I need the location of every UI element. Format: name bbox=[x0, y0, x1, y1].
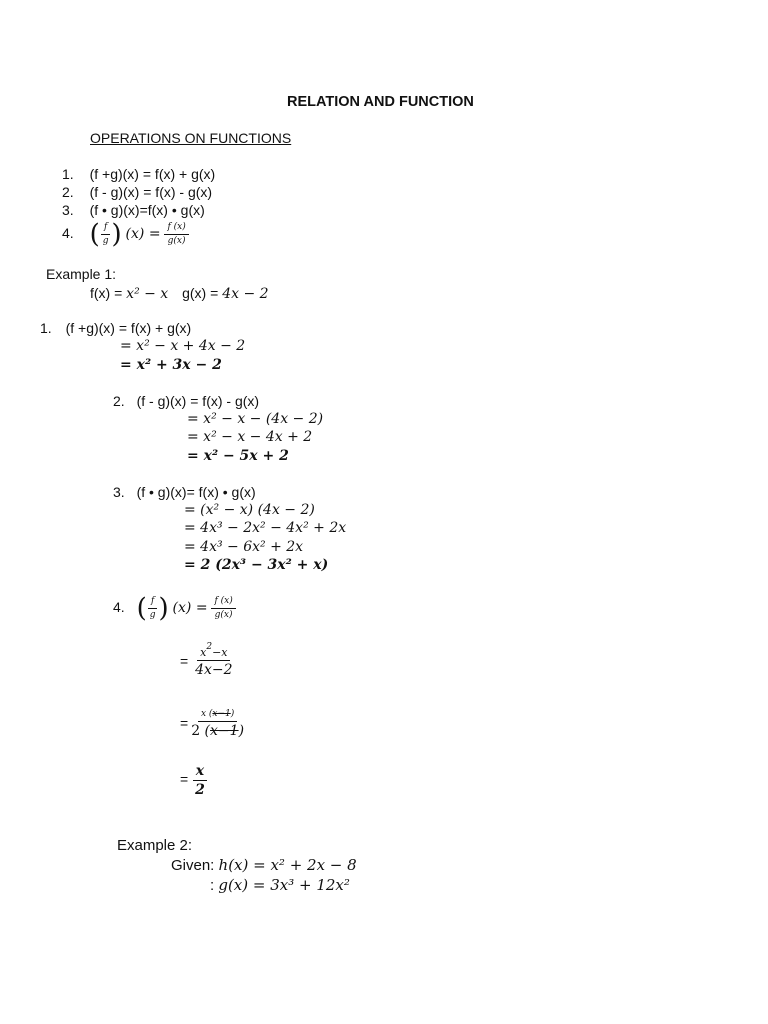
section-heading: OPERATIONS ON FUNCTIONS bbox=[90, 130, 292, 146]
fx-expression: x² − x bbox=[126, 286, 169, 302]
operation-2 bbox=[62, 183, 212, 201]
h-expression: h(x) = x² + 2x − 8 bbox=[218, 856, 357, 874]
operation-text: (f - g)(x) = f(x) - g(x) bbox=[89, 184, 213, 200]
gx-expression: 4x − 2 bbox=[222, 286, 269, 302]
example2-h bbox=[171, 856, 357, 875]
step3-heading bbox=[113, 483, 256, 501]
g-expression: g(x) = 3x³ + 12x² bbox=[218, 876, 350, 894]
operation-number: 2. bbox=[62, 184, 74, 200]
step-text: (f - g)(x) = f(x) - g(x) bbox=[136, 393, 260, 409]
operation-number: 4. bbox=[62, 225, 74, 241]
step2-line1: = x² − x − (4x − 2) bbox=[187, 411, 324, 427]
step4-heading bbox=[113, 592, 236, 623]
step3-line3: = 4x³ − 6x² + 2x bbox=[184, 539, 304, 555]
example1-given bbox=[90, 284, 269, 303]
step1-line2: = x² + 3x − 2 bbox=[120, 357, 222, 373]
operation-3 bbox=[62, 201, 205, 219]
step2-line3: = x² − 5x + 2 bbox=[187, 448, 289, 464]
step3-line1: = (x² − x) (4x − 2) bbox=[184, 502, 315, 518]
example1-label: Example 1: bbox=[46, 266, 117, 282]
operation-number: 3. bbox=[62, 202, 74, 218]
equals-sign: = bbox=[180, 771, 189, 787]
example2-label: Example 2: bbox=[117, 837, 193, 854]
step1-line1: = x² − x + 4x − 2 bbox=[120, 338, 246, 354]
operation-1 bbox=[62, 165, 215, 183]
equals-sign: = bbox=[180, 653, 189, 669]
quotient-formula: ( $\frac{f}{g}$ ) (x) = $\frac{f (x)}{g(x)}$ bbox=[90, 225, 189, 241]
step-text: (f • g)(x)= f(x) • g(x) bbox=[136, 484, 256, 500]
equals-sign: = bbox=[180, 715, 189, 731]
step4-fraction-1: = $\frac{x^2-x}{4x-2}$ bbox=[180, 642, 233, 679]
step-number: 2. bbox=[113, 393, 125, 409]
step1-heading bbox=[40, 319, 191, 337]
quotient-formula: ( $\frac{f}{g}$ ) (x) = $\frac{f (x)}{g(x)}$ bbox=[137, 599, 236, 615]
step-number: 4. bbox=[113, 599, 125, 615]
step2-line2: = x² − x − 4x + 2 bbox=[187, 429, 313, 445]
step3-line2: = 4x³ − 2x² − 4x² + 2x bbox=[184, 520, 347, 536]
step4-fraction-2: = $\frac{x (x-1)}{2 (x-1)}$ bbox=[180, 709, 245, 740]
operation-text: (f +g)(x) = f(x) + g(x) bbox=[89, 166, 216, 182]
step4-fraction-3: = $\frac{x}{2}$ bbox=[180, 761, 208, 797]
page-title: RELATION AND FUNCTION bbox=[287, 94, 474, 110]
fx-label: f(x) = bbox=[90, 285, 127, 301]
gx-label: g(x) = bbox=[182, 285, 223, 301]
operation-text: (f • g)(x)=f(x) • g(x) bbox=[89, 202, 205, 218]
example2-g bbox=[210, 876, 350, 895]
step3-line4: = 2 (2x³ − 3x² + x) bbox=[184, 557, 329, 573]
operation-number: 1. bbox=[62, 166, 74, 182]
step-text: (f +g)(x) = f(x) + g(x) bbox=[65, 320, 192, 336]
step-number: 3. bbox=[113, 484, 125, 500]
step2-heading bbox=[113, 392, 259, 410]
g-prefix: : bbox=[210, 877, 219, 894]
step-number: 1. bbox=[40, 320, 52, 336]
operation-4 bbox=[62, 218, 189, 249]
given-label: Given: bbox=[171, 857, 219, 874]
